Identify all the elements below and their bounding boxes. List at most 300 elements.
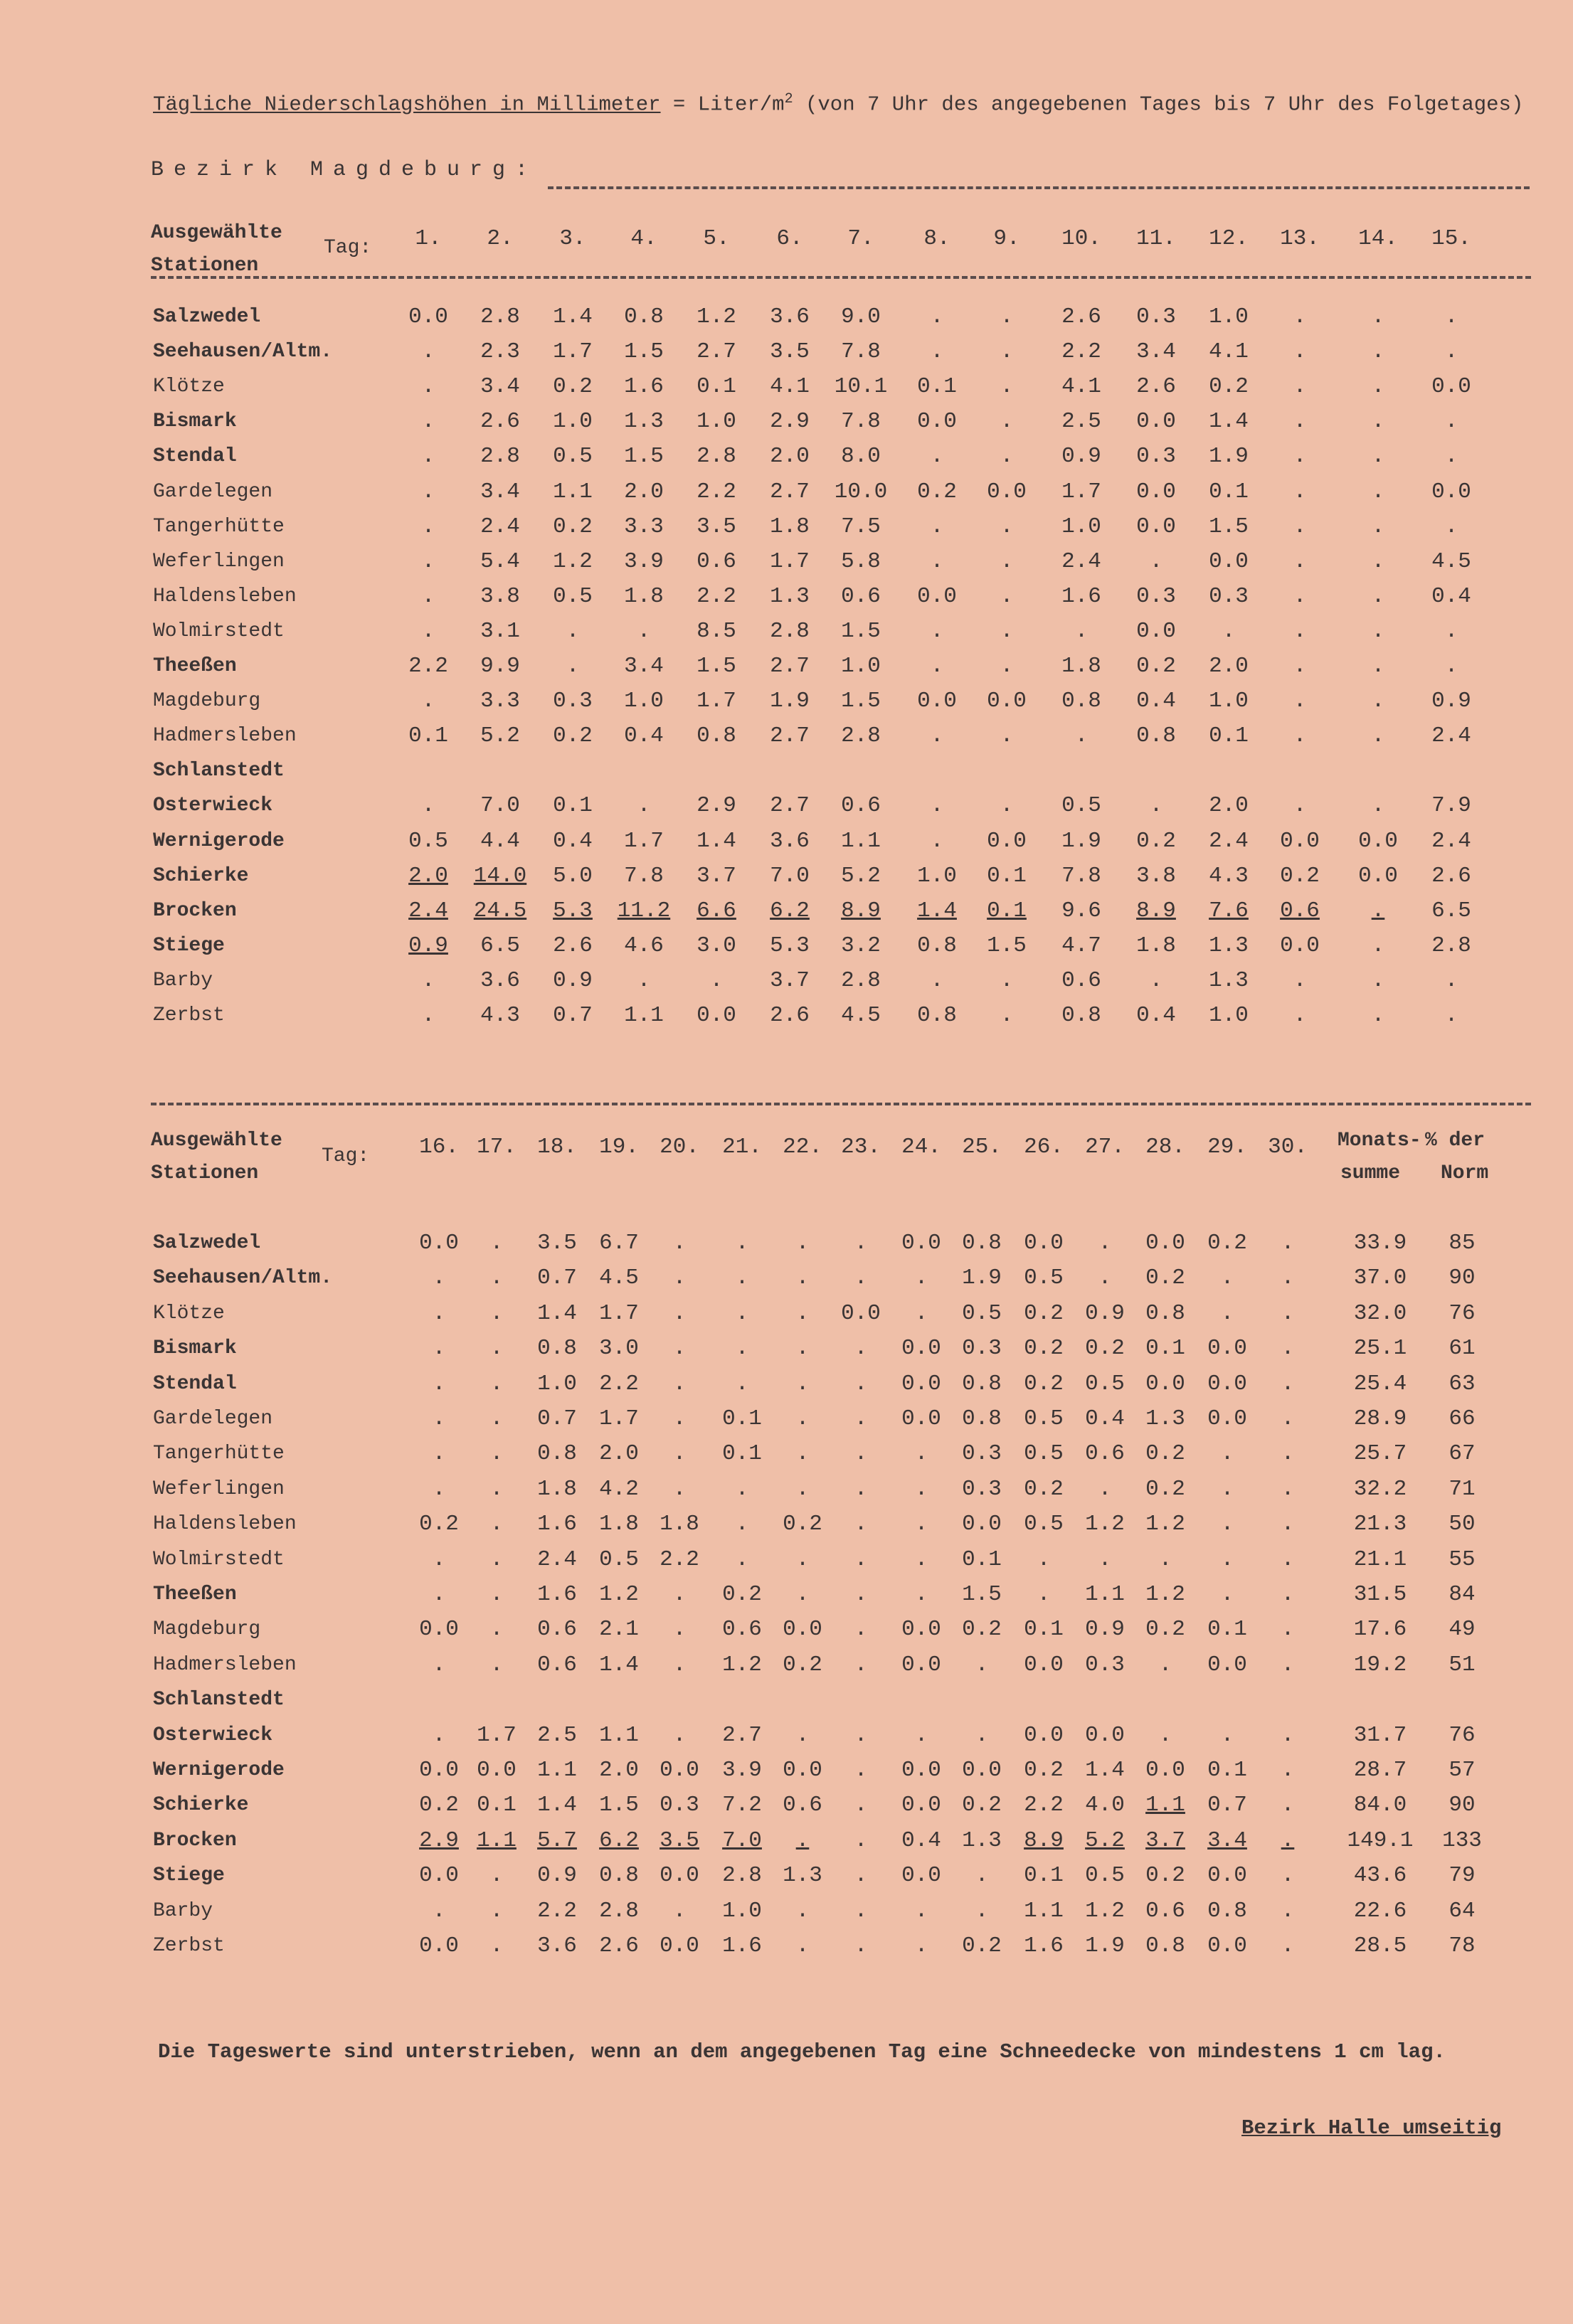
value-cell: 4.5 [1431,549,1471,574]
value-cell: . [432,1899,446,1924]
value-cell: 0.0 [1207,1371,1247,1396]
value-cell: 1.4 [537,1301,577,1326]
value-cell: 0.8 [1061,689,1101,713]
day-header: 16. [419,1135,459,1160]
value-cell: 0.8 [962,1406,1002,1431]
monthly-sum-cell: 25.7 [1353,1441,1407,1466]
value-cell: 4.6 [624,933,664,958]
day-header: 18. [537,1135,577,1160]
value-cell: . [489,1512,504,1537]
header-tag: Tag: [324,237,372,259]
value-cell: . [672,1336,687,1361]
value-cell: . [1371,654,1385,679]
value-cell: . [1000,584,1014,609]
value-cell: . [672,1231,687,1256]
value-cell: . [432,1652,446,1677]
station-name-schlanstedt: Schlanstedt [153,1689,285,1711]
value-cell: 0.0 [419,1617,459,1642]
percent-norm-cell: 61 [1448,1336,1476,1361]
value-cell: 7.0 [722,1828,762,1853]
station-name-wolmirstedt: Wolmirstedt [153,620,285,642]
value-cell: 1.1 [1145,1793,1185,1818]
value-cell: . [975,1863,989,1888]
value-cell: 1.6 [1061,584,1101,609]
value-cell: . [1074,723,1089,748]
value-cell: 2.2 [537,1899,577,1924]
station-name-tangerh-tte: Tangerhütte [153,1443,285,1465]
percent-norm-cell: 79 [1448,1863,1476,1888]
monthly-sum-cell: 84.0 [1353,1793,1407,1818]
value-cell: . [1281,1582,1295,1607]
value-cell: 0.6 [783,1793,822,1818]
day-header: 26. [1024,1135,1064,1160]
value-cell: . [1444,619,1458,644]
value-cell: 0.0 [962,1758,1002,1783]
value-cell: 0.0 [419,1231,459,1256]
value-cell: . [1293,654,1307,679]
value-cell: . [432,1547,446,1572]
value-cell: 0.3 [1136,584,1176,609]
value-cell: . [1000,304,1014,329]
value-cell: 0.9 [408,933,448,958]
day-header: 1. [415,226,442,251]
value-cell: . [672,1723,687,1748]
header-summe: summe [1340,1162,1401,1184]
value-cell: 1.6 [537,1512,577,1537]
value-cell: . [914,1512,928,1537]
value-cell: 0.0 [1358,864,1398,888]
value-cell: . [421,793,435,818]
value-cell: 0.2 [1085,1336,1125,1361]
value-cell: 2.2 [1061,339,1101,364]
title-suffix: (von 7 Uhr des angegebenen Tages bis 7 Uhr des Folgetages) [793,92,1524,117]
value-cell: . [432,1582,446,1607]
value-cell: 3.2 [841,933,881,958]
percent-norm-cell: 63 [1448,1371,1476,1396]
monthly-sum-cell: 22.6 [1353,1899,1407,1924]
station-name-seehausen-altm-: Seehausen/Altm. [153,341,333,363]
value-cell: 5.2 [480,723,520,748]
value-cell: 2.7 [722,1723,762,1748]
value-cell: 3.3 [624,514,664,539]
document-title [153,91,1523,117]
value-cell: 0.2 [1024,1371,1064,1396]
value-cell: . [421,479,435,504]
station-name-osterwieck: Osterwieck [153,795,273,817]
value-cell: 1.6 [1024,1933,1064,1958]
value-cell: 0.0 [1136,409,1176,434]
value-cell: . [672,1406,687,1431]
value-cell: 0.1 [408,723,448,748]
value-cell: 5.2 [1085,1828,1125,1853]
value-cell: . [1293,723,1307,748]
value-cell: 2.8 [697,444,736,469]
value-cell: . [1220,1441,1234,1466]
value-cell: 1.5 [624,444,664,469]
value-cell: 0.0 [1136,514,1176,539]
day-header: 14. [1358,226,1398,251]
value-cell: 0.0 [1024,1723,1064,1748]
value-cell: . [489,1301,504,1326]
value-cell: 0.2 [783,1512,822,1537]
station-name-barby: Barby [153,1900,213,1922]
station-name-gardelegen: Gardelegen [153,481,273,503]
value-cell: 0.1 [477,1793,517,1818]
station-name-brocken: Brocken [153,1830,237,1852]
monthly-sum-cell: 149.1 [1347,1828,1414,1853]
value-cell: 0.6 [537,1617,577,1642]
day-header: 24. [901,1135,941,1160]
value-cell: 3.5 [697,514,736,539]
value-cell: . [1371,339,1385,364]
value-cell: . [1293,1003,1307,1028]
station-name-schierke: Schierke [153,1794,249,1816]
monthly-sum-cell: 32.0 [1353,1301,1407,1326]
value-cell: 1.8 [1061,654,1101,679]
value-cell: 1.5 [1209,514,1249,539]
value-cell: 0.8 [537,1336,577,1361]
value-cell: . [672,1477,687,1502]
value-cell: . [854,1547,868,1572]
value-cell: 1.0 [722,1899,762,1924]
day-header: 15. [1431,226,1471,251]
station-name-stiege: Stiege [153,935,225,957]
value-cell: . [854,1933,868,1958]
day-header: 9. [993,226,1020,251]
value-cell: . [1293,514,1307,539]
value-cell: 6.5 [480,933,520,958]
value-cell: 2.0 [624,479,664,504]
value-cell: . [735,1512,749,1537]
percent-norm-cell: 76 [1448,1723,1476,1748]
footer-link-text: Bezirk Halle umseitig [1241,2116,1502,2140]
value-cell: . [930,444,944,469]
value-cell: 7.6 [1209,898,1249,923]
value-cell: 8.0 [841,444,881,469]
value-cell: 3.6 [770,829,810,854]
station-name-stendal: Stendal [153,1373,237,1395]
value-cell: 2.6 [599,1933,639,1958]
value-cell: 8.9 [1024,1828,1064,1853]
value-cell: . [1293,793,1307,818]
monthly-sum-cell: 21.3 [1353,1512,1407,1537]
day-header: 23. [841,1135,881,1160]
title-unit: = Liter/m [660,92,785,117]
value-cell: 0.0 [660,1933,699,1958]
header-prozent: % der [1425,1130,1485,1152]
percent-norm-cell: 66 [1448,1406,1476,1431]
value-cell: . [1444,409,1458,434]
value-cell: 2.0 [408,864,448,888]
value-cell: 0.8 [1145,1301,1185,1326]
value-cell: . [975,1723,989,1748]
value-cell: 2.7 [770,793,810,818]
value-cell: 0.0 [1136,479,1176,504]
value-cell: 1.4 [1085,1758,1125,1783]
value-cell: . [795,1933,810,1958]
value-cell: . [1000,514,1014,539]
value-cell: 1.7 [770,549,810,574]
value-cell: . [421,1003,435,1028]
value-cell: 2.8 [841,723,881,748]
value-cell: . [1000,1003,1014,1028]
value-cell: . [1149,793,1163,818]
footnote: Die Tageswerte sind unterstrieben, wenn an dem angegebenen Tag eine Schneedecke von mindestens 1 cm lag. [158,2040,1446,2064]
value-cell: . [672,1301,687,1326]
value-cell: 7.2 [722,1793,762,1818]
station-name-brocken: Brocken [153,900,237,922]
value-cell: . [1149,968,1163,993]
value-cell: . [432,1723,446,1748]
value-cell: 1.6 [537,1582,577,1607]
value-cell: . [1000,793,1014,818]
station-name-thee-en: Theeßen [153,1583,237,1606]
value-cell: . [1220,1266,1234,1290]
value-cell: 3.0 [697,933,736,958]
value-cell: . [1444,968,1458,993]
value-cell: 0.0 [1145,1758,1185,1783]
value-cell: 1.9 [1085,1933,1125,1958]
day-header: 4. [630,226,657,251]
value-cell: 0.9 [553,968,593,993]
value-cell: 3.6 [480,968,520,993]
value-cell: 14.0 [473,864,527,888]
value-cell: 1.5 [599,1793,639,1818]
value-cell: 3.7 [697,864,736,888]
value-cell: . [1000,723,1014,748]
value-cell: 5.7 [537,1828,577,1853]
station-name-hadmersleben: Hadmersleben [153,725,297,747]
value-cell: . [930,793,944,818]
value-cell: . [421,374,435,399]
value-cell: . [672,1371,687,1396]
station-name-tangerh-tte: Tangerhütte [153,516,285,538]
value-cell: . [1293,479,1307,504]
value-cell: 3.8 [1136,864,1176,888]
value-cell: 0.2 [1145,1617,1185,1642]
value-cell: . [854,1477,868,1502]
value-cell: . [854,1371,868,1396]
day-header: 17. [477,1135,517,1160]
day-header: 3. [559,226,586,251]
value-cell: 0.0 [660,1758,699,1783]
station-name-schierke: Schierke [153,865,249,887]
value-cell: . [1222,619,1236,644]
station-name-wernigerode: Wernigerode [153,1759,285,1781]
value-cell: . [795,1477,810,1502]
value-cell: 0.2 [1024,1477,1064,1502]
value-cell: 11.2 [617,898,671,923]
value-cell: . [1293,339,1307,364]
value-cell: 1.1 [537,1758,577,1783]
value-cell: 0.8 [962,1231,1002,1256]
value-cell: 2.0 [1209,654,1249,679]
value-cell: . [489,1547,504,1572]
value-cell: 2.9 [419,1828,459,1853]
value-cell: . [1281,1512,1295,1537]
day-header: 5. [703,226,730,251]
value-cell: 0.3 [1136,304,1176,329]
value-cell: 0.3 [962,1336,1002,1361]
value-cell: 0.0 [901,1758,941,1783]
value-cell: 0.9 [1085,1301,1125,1326]
station-name-seehausen-altm-: Seehausen/Altm. [153,1267,333,1289]
value-cell: . [489,1933,504,1958]
value-cell: . [854,1512,868,1537]
value-cell: . [1293,409,1307,434]
value-cell: 1.5 [841,619,881,644]
value-cell: 0.0 [697,1003,736,1028]
value-cell: 0.6 [1280,898,1320,923]
day-header: 19. [599,1135,639,1160]
value-cell: 7.8 [1061,864,1101,888]
value-cell: 1.0 [1209,1003,1249,1028]
value-cell: . [1000,654,1014,679]
value-cell: 0.0 [917,689,957,713]
percent-norm-cell: 76 [1448,1301,1476,1326]
value-cell: 0.5 [599,1547,639,1572]
percent-norm-cell: 71 [1448,1477,1476,1502]
value-cell: 0.2 [962,1617,1002,1642]
station-name-magdeburg: Magdeburg [153,690,261,712]
value-cell: 0.5 [408,829,448,854]
value-cell: 0.8 [917,1003,957,1028]
value-cell: 1.9 [962,1266,1002,1290]
value-cell: 2.3 [480,339,520,364]
value-cell: 7.8 [624,864,664,888]
value-cell: . [672,1652,687,1677]
value-cell: . [421,549,435,574]
value-cell: 6.2 [770,898,810,923]
value-cell: 7.0 [770,864,810,888]
value-cell: 0.5 [1061,793,1101,818]
value-cell: . [1293,444,1307,469]
value-cell: 0.2 [1145,1441,1185,1466]
value-cell: 5.3 [770,933,810,958]
monthly-sum-cell: 28.9 [1353,1406,1407,1431]
value-cell: 0.6 [697,549,736,574]
value-cell: . [930,339,944,364]
value-cell: . [975,1899,989,1924]
value-cell: 2.7 [697,339,736,364]
value-cell: 8.5 [697,619,736,644]
value-cell: 0.0 [1207,1336,1247,1361]
value-cell: 1.0 [697,409,736,434]
value-cell: 2.7 [770,479,810,504]
header-station-2: Stationen [151,1162,259,1184]
value-cell: . [1293,619,1307,644]
value-cell: . [1074,619,1089,644]
value-cell: . [914,1441,928,1466]
value-cell: 1.3 [1209,968,1249,993]
day-header: 25. [962,1135,1002,1160]
value-cell: . [432,1406,446,1431]
value-cell: 0.0 [1207,1652,1247,1677]
value-cell: . [1281,1231,1295,1256]
value-cell: 2.0 [599,1441,639,1466]
value-cell: . [1281,1371,1295,1396]
value-cell: 0.5 [1024,1406,1064,1431]
value-cell: 1.6 [722,1933,762,1958]
station-name-kl-tze: Klötze [153,376,225,398]
value-cell: . [489,1477,504,1502]
value-cell: . [795,1301,810,1326]
value-cell: . [1371,898,1385,923]
value-cell: . [914,1933,928,1958]
value-cell: 4.1 [1209,339,1249,364]
header-monats: Monats- [1338,1130,1421,1152]
value-cell: . [930,723,944,748]
value-cell: 1.2 [599,1582,639,1607]
station-name-osterwieck: Osterwieck [153,1724,273,1746]
value-cell: . [914,1477,928,1502]
value-cell: . [795,1441,810,1466]
value-cell: 0.0 [1024,1652,1064,1677]
day-header: 6. [776,226,803,251]
value-cell: . [1281,1336,1295,1361]
value-cell: . [709,968,724,993]
value-cell: . [672,1617,687,1642]
value-cell: 3.9 [722,1758,762,1783]
value-cell: . [1371,723,1385,748]
value-cell: 0.2 [1136,654,1176,679]
value-cell: 0.0 [901,1336,941,1361]
value-cell: 1.3 [962,1828,1002,1853]
value-cell: . [854,1863,868,1888]
value-cell: . [1371,1003,1385,1028]
value-cell: . [1220,1547,1234,1572]
value-cell: 6.2 [599,1828,639,1853]
value-cell: 0.9 [537,1863,577,1888]
value-cell: . [1371,689,1385,713]
value-cell: . [1281,1406,1295,1431]
value-cell: 1.0 [537,1371,577,1396]
day-header: 21. [722,1135,762,1160]
value-cell: . [637,968,651,993]
value-cell: 0.6 [841,584,881,609]
value-cell: 6.7 [599,1231,639,1256]
value-cell: . [854,1758,868,1783]
value-cell: . [914,1547,928,1572]
value-cell: 0.8 [917,933,957,958]
value-cell: 1.6 [624,374,664,399]
station-name-schlanstedt: Schlanstedt [153,760,285,782]
dashed-rule [151,276,1531,279]
value-cell: 0.8 [599,1863,639,1888]
value-cell: 2.6 [1431,864,1471,888]
value-cell: 1.0 [624,689,664,713]
value-cell: 0.1 [1207,1617,1247,1642]
value-cell: 2.8 [770,619,810,644]
value-cell: . [1220,1723,1234,1748]
value-cell: 8.9 [1136,898,1176,923]
value-cell: 7.8 [841,339,881,364]
value-cell: 0.0 [1136,619,1176,644]
station-name-wernigerode: Wernigerode [153,830,285,852]
station-name-kl-tze: Klötze [153,1302,225,1325]
value-cell: . [489,1582,504,1607]
value-cell: . [735,1231,749,1256]
value-cell: 1.4 [599,1652,639,1677]
value-cell: 1.2 [553,549,593,574]
value-cell: 1.2 [1145,1582,1185,1607]
value-cell: . [489,1336,504,1361]
value-cell: 1.8 [537,1477,577,1502]
value-cell: . [421,444,435,469]
value-cell: 0.5 [1024,1512,1064,1537]
value-cell: 0.4 [1085,1406,1125,1431]
value-cell: 0.1 [987,864,1027,888]
